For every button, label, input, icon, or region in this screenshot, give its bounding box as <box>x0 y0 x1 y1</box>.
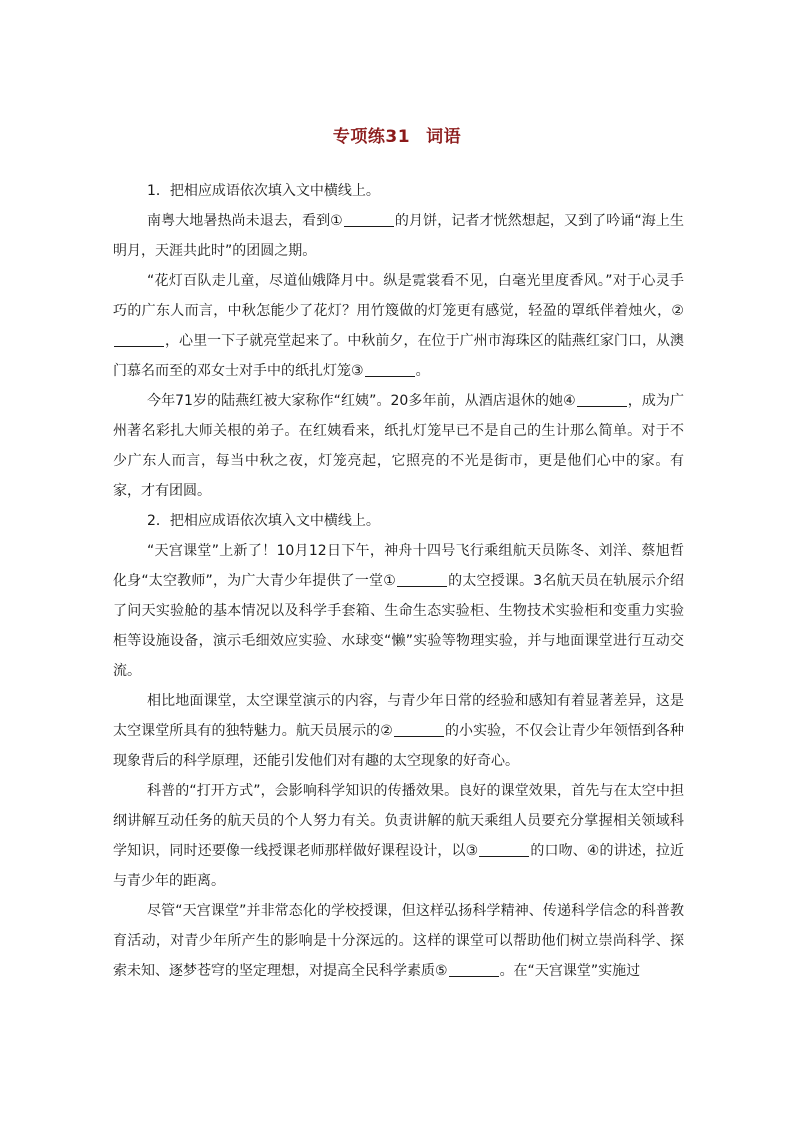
page-title <box>0 122 794 147</box>
title-sub: 词语 <box>426 127 462 147</box>
q2-paragraph-2: 相比地面课堂，太空课堂演示的内容，与青少年日常的经验和感知有着显著差异，这是太空课堂所具有的独特魅力。航天员展示的② 的小实验，不仅会让青少年领悟到各种现象背后的科学原理，还能引发他们对有趣的太空现象的好奇心。 <box>113 693 684 769</box>
q1-paragraph-2: “花灯百队走儿童，尽道仙娥降月中。纵是霓裳看不见，白毫光里度香风。”对于心灵手巧的广东人而言，中秋怎能少了花灯？用竹篾做的灯笼更有感觉，轻盈的罩纸伴着烛火，②，心里一下子就亮堂起来了。中秋前夕，在位于广州市海珠区的陆燕红家门口，从澳门慕名而至的邓女士对手中的纸扎灯笼③ 。 <box>113 273 684 379</box>
q2-paragraph-4: 尽管“天宫课堂”并非常态化的学校授课，但这样弘扬科学精神、传递科学信念的科普教育活动，对青少年所产生的影响是十分深远的。这样的课堂可以帮助他们树立崇尚科学、探索未知、逐梦苍穹的坚定理想，对提高全民科学素质⑤ 。在“天宫课堂”实施过 <box>113 903 684 979</box>
answer-blank[interactable] <box>577 391 627 407</box>
question-2-prompt: 2．把相应成语依次填入文中横线上。 <box>147 513 380 529</box>
answer-blank[interactable] <box>449 961 499 977</box>
answer-blank[interactable] <box>114 331 164 347</box>
answer-blank[interactable] <box>365 361 415 377</box>
title-main: 专项练31 <box>332 127 411 147</box>
answer-blank[interactable] <box>394 721 444 737</box>
q2-paragraph-3: 科普的“打开方式”，会影响科学知识的传播效果。良好的课堂效果，首先与在太空中担纲讲解互动任务的航天员的个人努力有关。负责讲解的航天乘组人员要充分掌握相关领域科学知识，同时还要像一线授课老师那样做好课程设计，以③ 的口吻、④的讲述，拉近与青少年的距离。 <box>113 783 684 889</box>
answer-blank[interactable] <box>397 571 447 587</box>
q2-paragraph-1: “天宫课堂”上新了！10月12日下午，神舟十四号飞行乘组航天员陈冬、刘洋、蔡旭哲化身“太空教师”，为广大青少年提供了一堂① 的太空授课。3名航天员在轨展示介绍了问天实验舱的基本情况以及科学手套箱、生命生态实验柜、生物技术实验柜和变重力实验柜等设施设备，演示毛细效应实验、水球变“懒”实验等物理实验，并与地面课堂进行互动交流。 <box>113 543 685 679</box>
answer-blank[interactable] <box>344 211 394 227</box>
document-body <box>113 176 684 986</box>
q1-paragraph-3: 今年71岁的陆燕红被大家称作“红姨”。20多年前，从酒店退休的她④ ，成为广州著名彩扎大师关根的弟子。在红姨看来，纸扎灯笼早已不是自己的生计那么简单。对于不少广东人而言，每当中秋之夜，灯笼亮起，它照亮的不光是街市，更是他们心中的家。有家，才有团圆。 <box>113 393 684 499</box>
q1-paragraph-1: 南粤大地暑热尚未退去，看到① 的月饼，记者才恍然想起，又到了吟诵“海上生明月，天涯共此时”的团圆之期。 <box>113 213 684 259</box>
question-1-prompt: 1．把相应成语依次填入文中横线上。 <box>147 183 380 199</box>
answer-blank[interactable] <box>479 841 529 857</box>
